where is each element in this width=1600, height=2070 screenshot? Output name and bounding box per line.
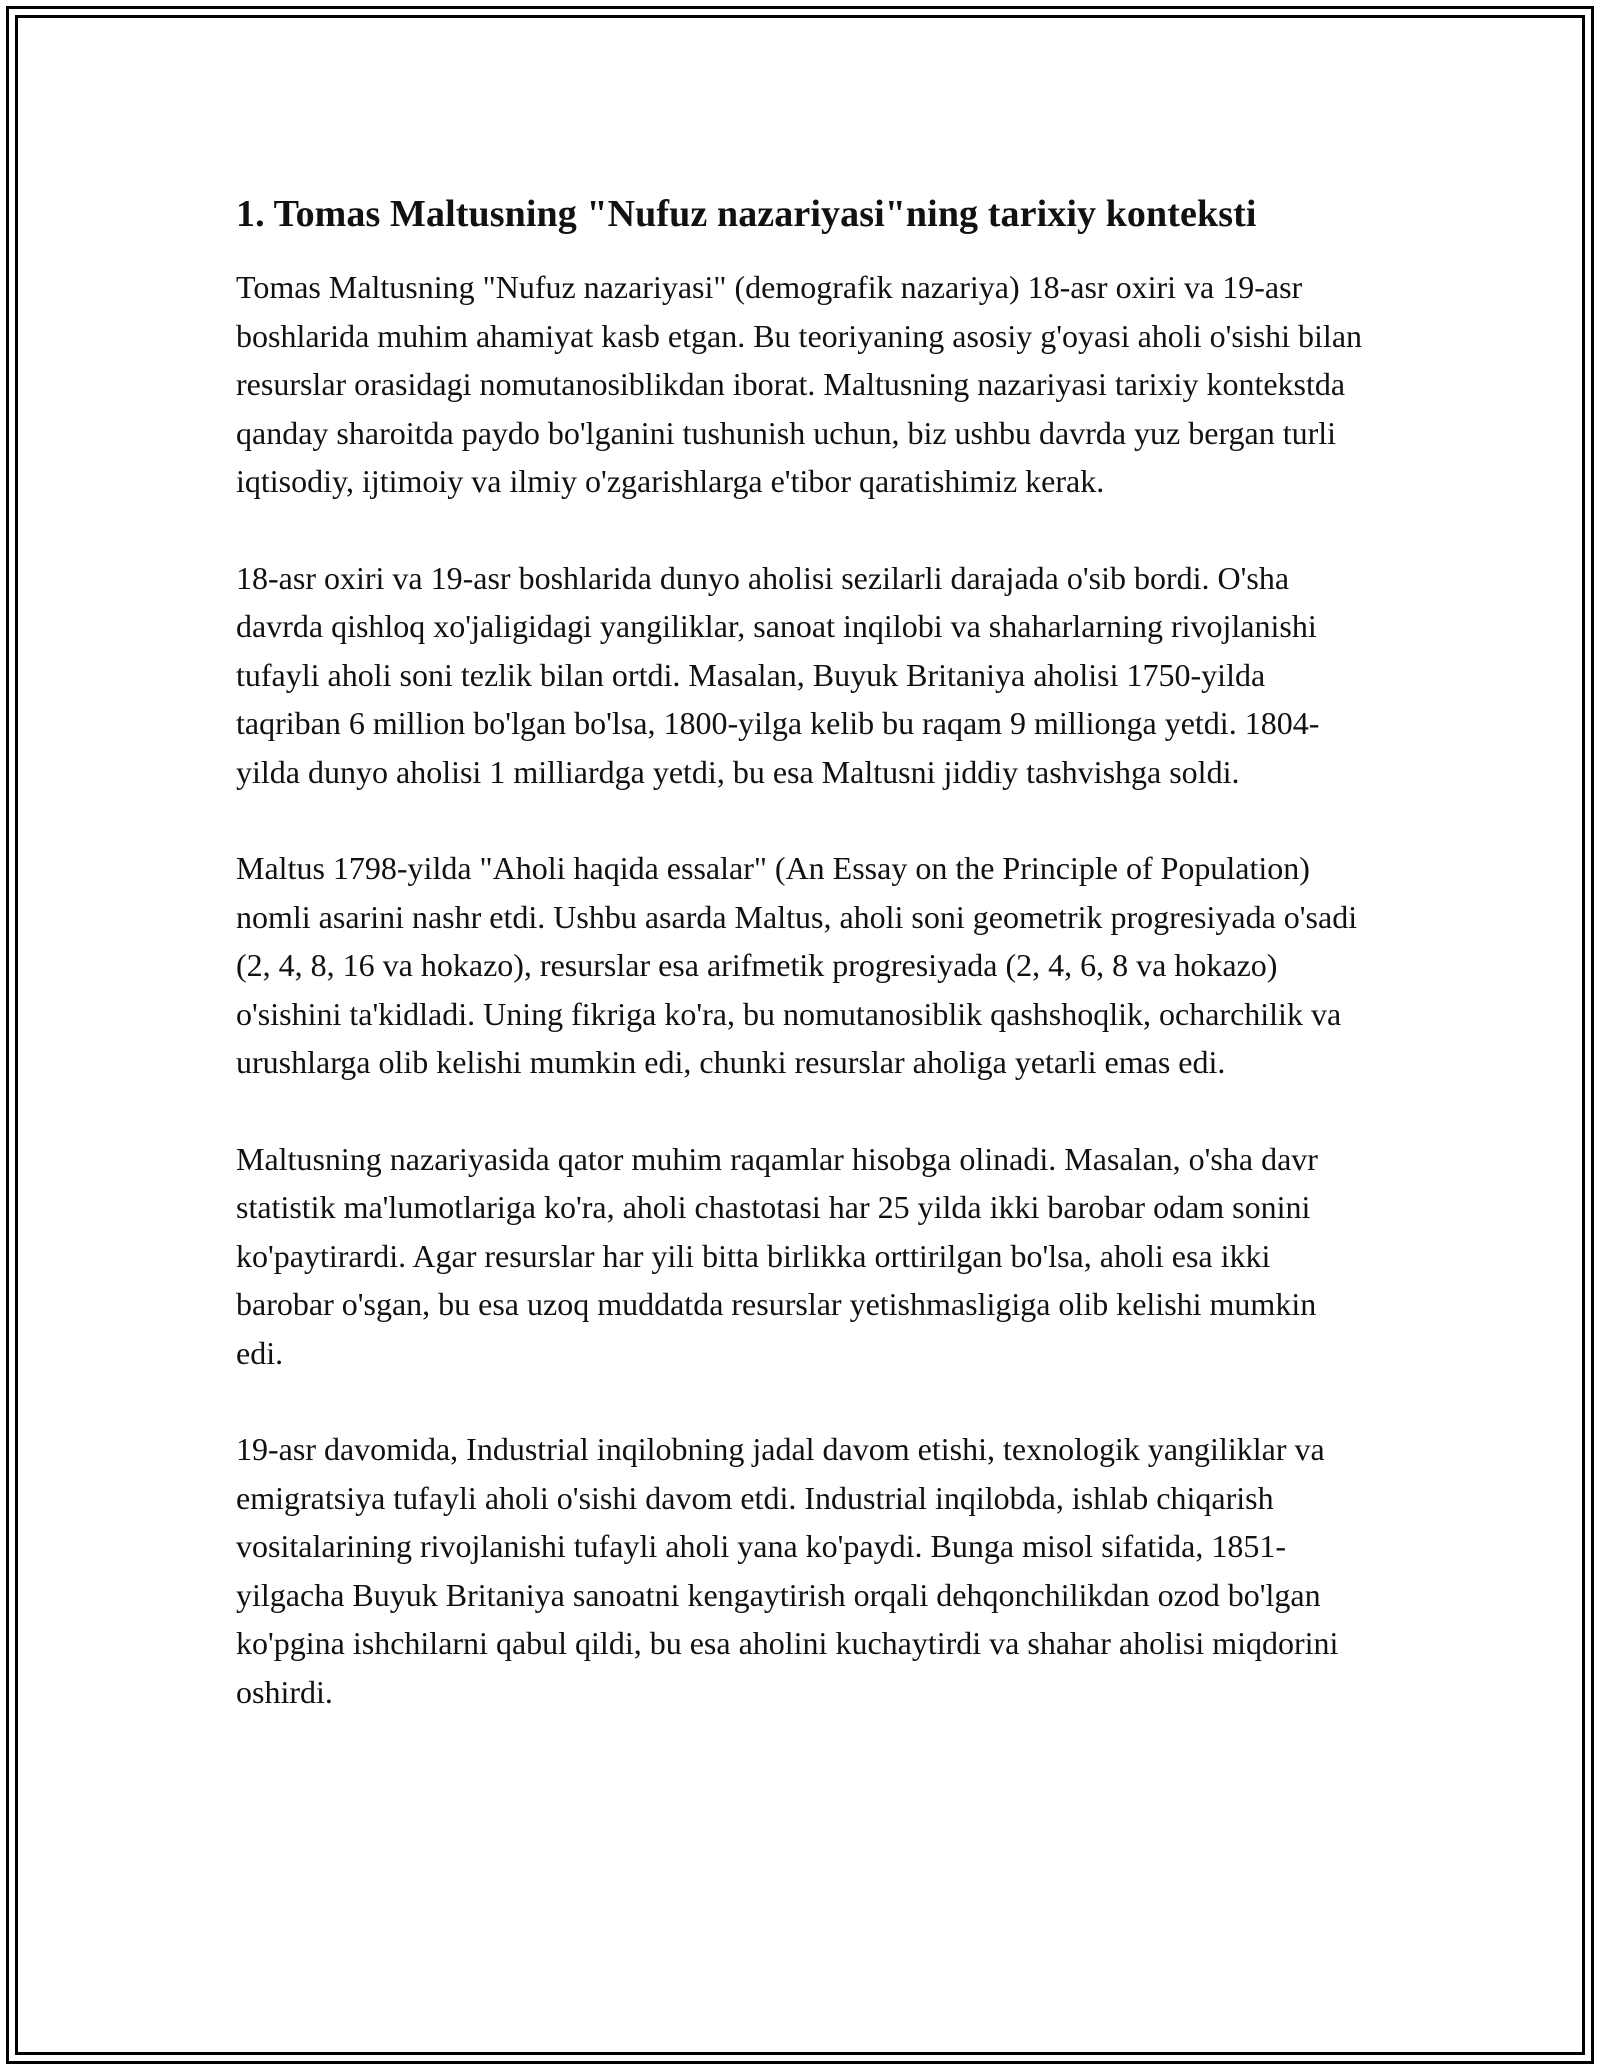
paragraph-2: 18-asr oxiri va 19-asr boshlarida dunyo aholisi sezilarli darajada o'sib bordi. O'sha davrda qishloq xo'jaligidagi yangiliklar, sanoat inqilobi va shaharlarning rivojlanishi tufayli aholi soni tezlik bilan ortdi. Masalan, Buyuk Britaniya aholisi 1750-yilda taqriban 6 million bo'lgan bo'lsa, 1800-yilga kelib bu raqam 9 millionga yetdi. 1804-yilda dunyo aholisi 1 milliardga yetdi, bu esa Maltusni jiddiy tashvishga soldi.	[236, 559, 1320, 790]
paragraph-4: Maltusning nazariyasida qator muhim raqamlar hisobga olinadi. Masalan, o'sha davr statistik ma'lumotlariga ko'ra, aholi chastotasi har 25 yilda ikki barobar odam sonini ko'paytirardi. Agar resurslar har yili bitta birlikka orttirilgan bo'lsa, aholi esa ikki barobar o'sgan, bu esa uzoq muddatda resurslar yetishmasligiga olib kelishi mumkin edi.	[236, 1140, 1318, 1371]
paragraph-1: Tomas Maltusning "Nufuz nazariyasi" (demografik nazariya) 18-asr oxiri va 19-asr boshlarida muhim ahamiyat kasb etgan. Bu teoriyaning asosiy g'oyasi aholi o'sishi bilan resurslar orasidagi nomutanosiblikdan iborat. Maltusning nazariyasi tarixiy kontekstda qanday sharoitda paydo bo'lganini tushunish uchun, biz ushbu davrda yuz bergan turli iqtisodiy, ijtimoiy va ilmiy o'zgarishlarga e'tibor qaratishimiz kerak.	[236, 269, 1363, 499]
paragraph-5: 19-asr davomida, Industrial inqilobning jadal davom etishi, texnologik yangiliklar va emigratsiya tufayli aholi o'sishi davom etdi. Industrial inqilobda, ishlab chiqarish vositalarining rivojlanishi tufayli aholi yana ko'paydi. Bunga misol sifatida, 1851-yilgacha Buyuk Britaniya sanoatni kengaytirish orqali dehqonchilikdan ozod bo'lgan ko'pgina ishchilarni qabul qildi, bu esa aholini kuchaytirdi va shahar aholisi miqdorini oshirdi.	[236, 1431, 1339, 1710]
paragraph-3: Maltus 1798-yilda "Aholi haqida essalar" (An Essay on the Principle of Population) nomli asarini nashr etdi. Ushbu asarda Maltus, aholi soni geometrik progresiyada o'sadi (2, 4, 8, 16 va hokazo), resurslar esa arifmetik progresiyada (2, 4, 6, 8 va hokazo) o'sishini ta'kidladi. Uning fikriga ko'ra, bu nomutanosiblik qashshoqlik, ocharchilik va urushlarga olib kelishi mumkin edi, chunki resurslar aholiga yetarli emas edi.	[236, 850, 1358, 1080]
document-body	[236, 185, 1366, 1716]
section-heading: 1. Tomas Maltusning "Nufuz nazariyasi"ning tarixiy konteksti	[236, 193, 1257, 235]
